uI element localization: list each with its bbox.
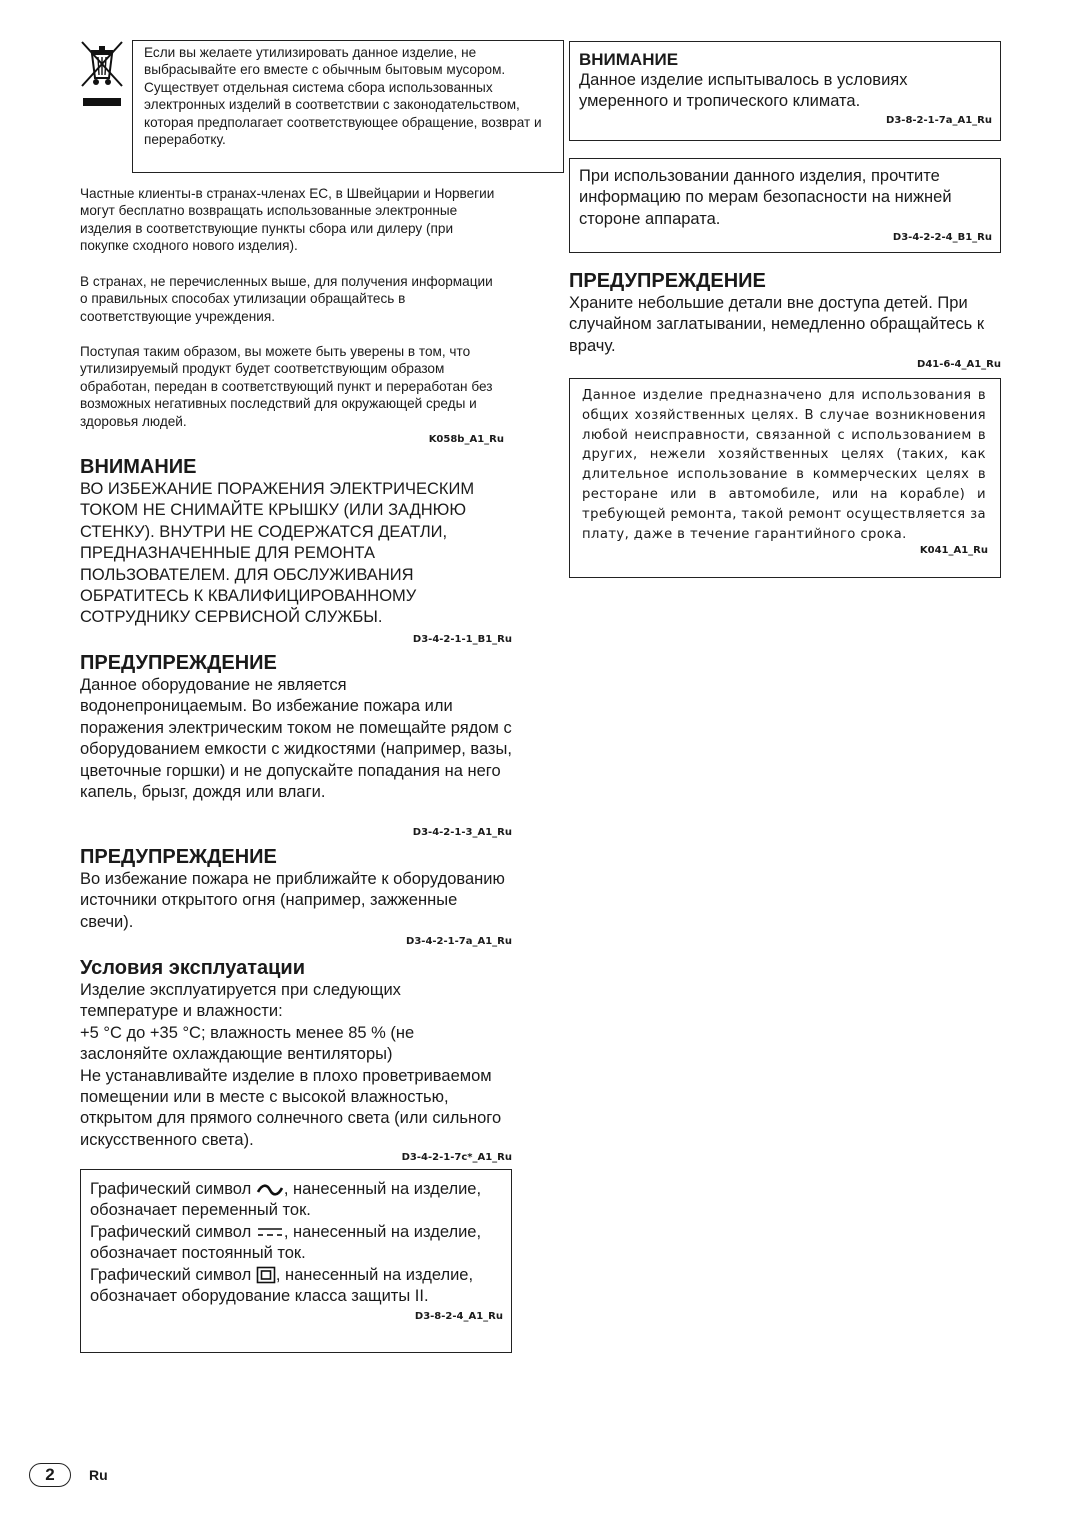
warning-section-1 (80, 652, 512, 803)
doc-code: K041_A1_Ru (919, 545, 988, 557)
doc-code: D3-4-2-1-7c*_A1_Ru (401, 1152, 512, 1163)
class2-symbol-text (90, 1265, 503, 1308)
symbol-suffix: , нанесенный на изделие, обозначает постоянный ток. (90, 1222, 482, 1263)
weee-paragraph-other (80, 273, 512, 325)
weee-notice-text: Если вы желаете утилизировать данное изделие, не выбрасывайте его вместе с обычным бытовым мусором. Существует отдельная система сбора использованных электронных изделий в соответствии с законодательством, которая предполагает соответствующее обращение, возврат и переработку. (144, 45, 542, 148)
ac-symbol-text (90, 1179, 503, 1222)
section-text: ВО ИЗБЕЖАНИЕ ПОРАЖЕНИЯ ЭЛЕКТРИЧЕСКИМ ТОКОМ НЕ СНИМАЙТЕ КРЫШКУ (ИЛИ ЗАДНЮЮ СТЕНКУ). ВНУТРИ НЕ СОДЕРЖАТСЯ ДЕАТЛИ, ПРЕДНАЗНАЧЕННЫЕ ДЛЯ РЕМОНТА ПОЛЬЗОВАТЕЛЕМ. ДЛЯ ОБСЛУЖИВАНИЯ ОБРАТИТЕСЬ К КВАЛИФИЦИРОВАННОМУ СОТРУДНИКУ СЕРВИСНОЙ СЛУЖБЫ. (80, 480, 475, 627)
doc-code: D3-4-2-1-7a_A1_Ru (406, 936, 512, 947)
symbol-suffix: , нанесенный на изделие, обозначает переменный ток. (90, 1180, 482, 1220)
symbol-suffix: , нанесенный на изделие, обозначает оборудование класса защиты II. (90, 1265, 474, 1306)
doc-code: D3-8-2-1-7a_A1_Ru (886, 114, 992, 126)
doc-code: K058b_A1_Ru (428, 434, 504, 445)
symbol-prefix: Графический символ (90, 1222, 252, 1241)
warning-section-3 (569, 270, 1001, 357)
dc-symbol-text (90, 1222, 503, 1265)
page-number: 2 (29, 1463, 71, 1487)
right-column (569, 0, 1001, 1518)
doc-code: D3-8-2-4_A1_Ru (414, 1311, 503, 1323)
section-heading: Условия эксплуатации (80, 957, 305, 979)
doc-code: D3-4-2-2-4_B1_Ru (892, 232, 992, 244)
safety-info-box (569, 158, 1001, 253)
weee-p3: Поступая таким образом, вы можете быть уверены в том, что утилизируемый продукт будет соответствующим образом обработан, передан в соответствующий пункт и переработан без возможных негативных последствий для окружающей среды и здоровья людей. (80, 344, 493, 429)
weee-p2: В странах, не перечисленных выше, для получения информации о правильных способах утилизации обращайтесь в соответствующие учреждения. (80, 274, 493, 324)
symbol-prefix: Графический символ (90, 1265, 252, 1284)
operating-line-3: Не устанавливайте изделие в плохо проветриваемом помещении или в месте с высокой влажностью, открытом для прямого солнечного света (или сильного искусственного света). (80, 1066, 502, 1149)
section-text: Данное оборудование не является водонепроницаемым. Во избежание пожара или поражения электрическим током не помещайте рядом с оборудованием емкости с жидкостями (например, вазы, цветочные горшки) и не допускайте попадания на него капель, брызг, дождя или влаги. (80, 676, 512, 802)
symbol-prefix: Графический символ (90, 1180, 252, 1198)
climate-caution-box (569, 41, 1001, 141)
warning-section-2 (80, 846, 512, 933)
weee-notice-box (132, 40, 564, 173)
weee-paragraph-assurance (80, 343, 512, 430)
section-heading: ПРЕДУПРЕЖДЕНИЕ (569, 270, 766, 292)
ac-wave-icon (256, 1183, 284, 1197)
crossed-bin-icon (80, 40, 126, 110)
operating-line-2: +5 °C до +35 °C; влажность менее 85 % (не заслоняйте охлаждающие вентиляторы) (80, 1023, 415, 1064)
dc-symbol-icon (256, 1225, 284, 1239)
household-use-box (569, 378, 1001, 578)
section-text: При использовании данного изделия, прочтите информацию по мерам безопасности на нижней стороне аппарата. (579, 167, 952, 228)
caution-section-1 (80, 456, 512, 629)
language-label: Ru (89, 1467, 108, 1483)
section-text: Данное изделие испытывалось в условиях умеренного и тропического климата. (579, 71, 908, 111)
section-text: Данное изделие предназначено для использования в общих хозяйственных целях. В случае возникновения любой неисправности, связанной с использованием в других, нежели хозяйственных целях (таких, как длительное использование в коммерческих целях в ресторане или в автомобиле, или на корабле) и требующей ремонта, такой ремонт осуществляется за плату, даже в течение гарантийного срока. (582, 388, 986, 542)
section-text: Во избежание пожара не приближайте к оборудованию источники открытого огня (например, зажженные свечи). (80, 870, 505, 931)
class-ii-double-square-icon (256, 1266, 276, 1284)
doc-code: D3-4-2-1-1_B1_Ru (412, 634, 512, 645)
section-heading: ВНИМАНИЕ (80, 456, 197, 478)
doc-code: D41-6-4_A1_Ru (917, 359, 1001, 370)
operating-conditions-section (80, 957, 512, 1151)
weee-p1: Частные клиенты-в странах-членах ЕС, в Швейцарии и Норвегии могут бесплатно возвращать использованные электронные изделия в соответствующие пункты сбора или дилеру (при покупке сходного нового изделия). (80, 186, 495, 254)
operating-line-1: Изделие эксплуатируется при следующих температуре и влажности: (80, 981, 401, 1021)
section-heading: ПРЕДУПРЕЖДЕНИЕ (80, 846, 277, 868)
section-heading: ВНИМАНИЕ (579, 50, 679, 69)
symbols-box (80, 1169, 512, 1353)
weee-paragraph-eu (80, 185, 512, 255)
section-heading: ПРЕДУПРЕЖДЕНИЕ (80, 652, 277, 674)
section-text: Храните небольшие детали вне доступа детей. При случайном заглатывании, немедленно обращайтесь к врачу. (569, 294, 985, 355)
left-column (80, 0, 542, 1518)
doc-code: D3-4-2-1-3_A1_Ru (412, 827, 512, 838)
